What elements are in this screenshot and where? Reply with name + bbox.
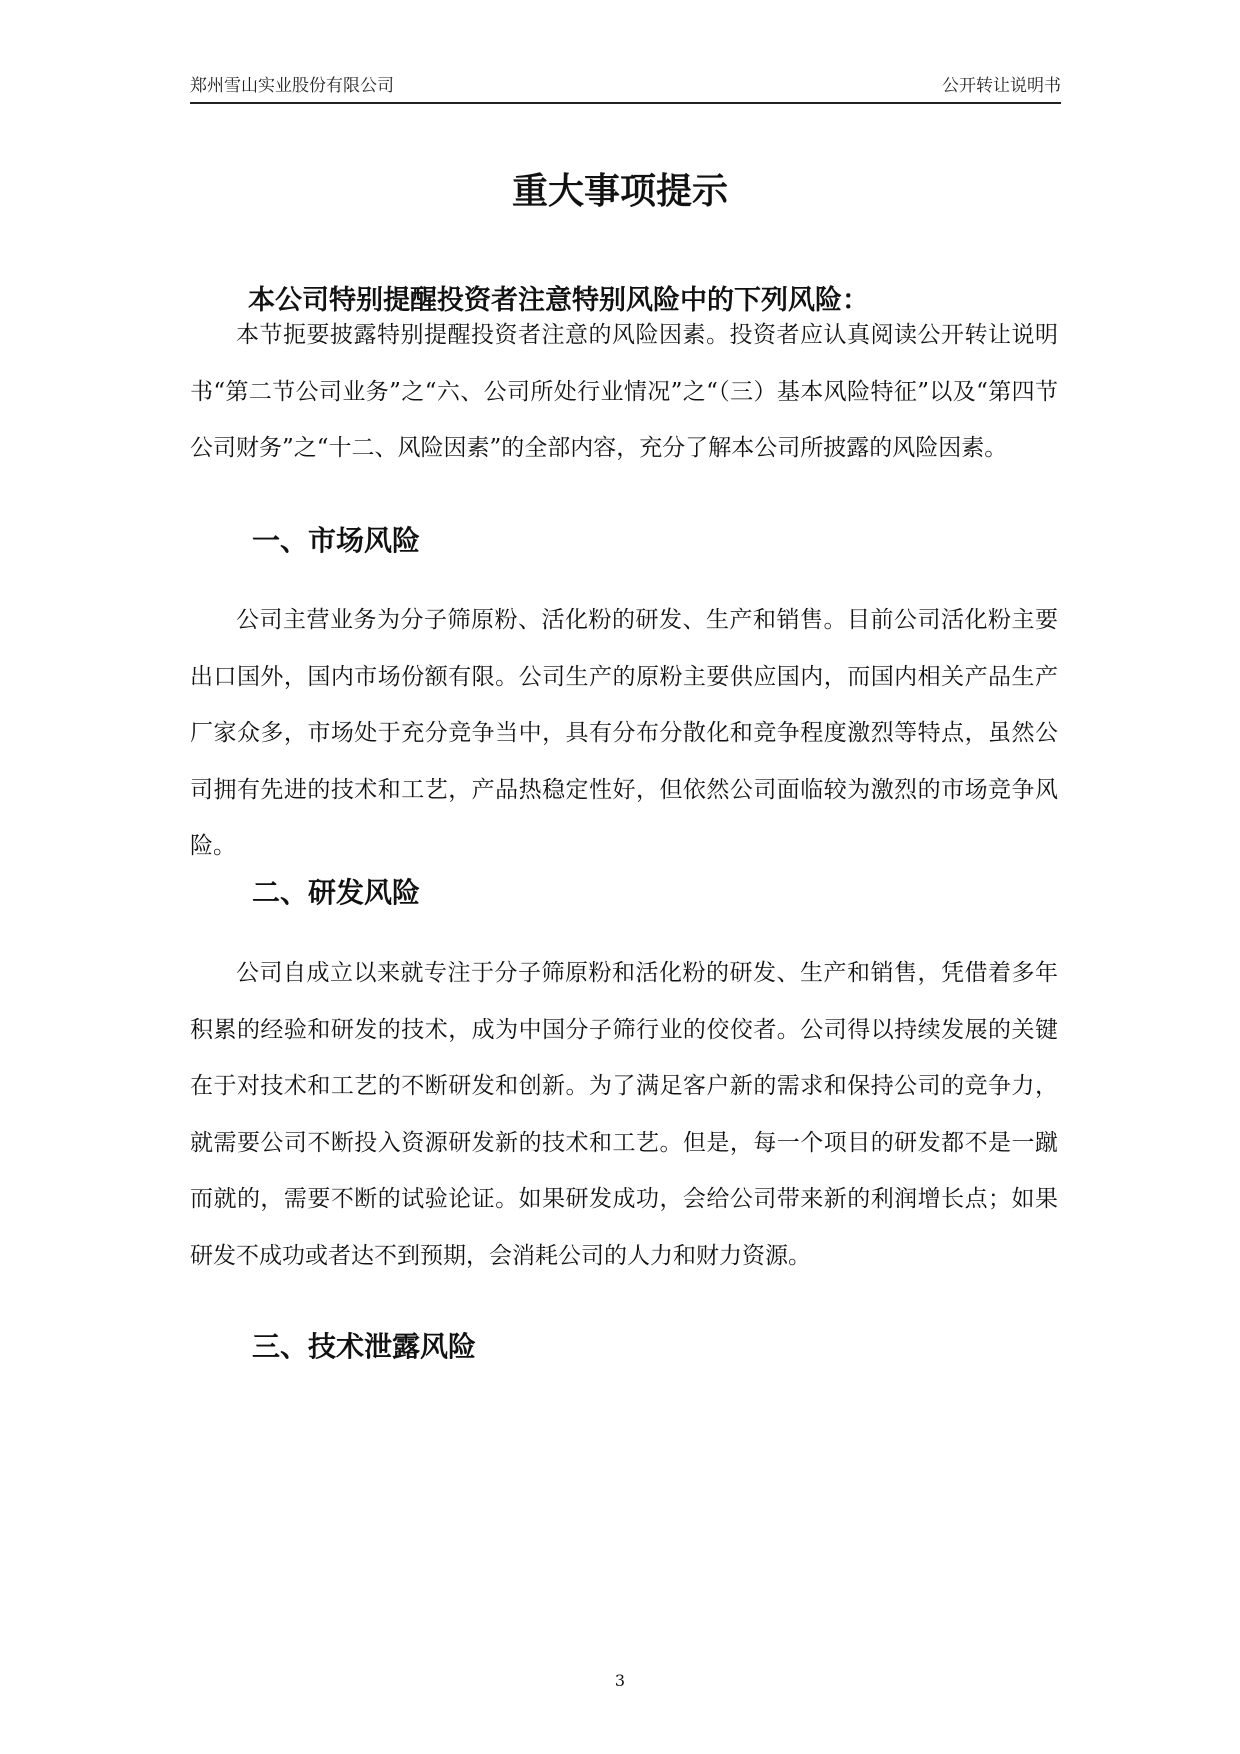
header-document-type: 公开转让说明书 bbox=[942, 76, 1061, 96]
section-heading-tech-leak-risk: 三、技术泄露风险 bbox=[252, 1330, 477, 1363]
risk-notice-subtitle: 本公司特别提醒投资者注意特别风险中的下列风险： bbox=[248, 285, 869, 316]
market-risk-paragraph: 公司主营业务为分子筛原粉、活化粉的研发、生产和销售。目前公司活化粉主要出口国外，国内市场份额有限。公司生产的原粉主要供应国内，而国内相关产品生产厂家众多，市场处于充分竞争当中，具有分布分散化和竞争程度激烈等特点，虽然公司拥有先进的技术和工艺，产品热稳定性好，但依然公司面临较为激烈的市场竞争风险。 bbox=[190, 607, 1058, 859]
header-company-name: 郑州雪山实业股份有限公司 bbox=[190, 76, 394, 96]
intro-paragraph: 本节扼要披露特别提醒投资者注意的风险因素。投资者应认真阅读公开转让说明书“第二节公司业务”之“六、公司所处行业情况”之“（三）基本风险特征”以及“第四节公司财务”之“十二、风险因素”的全部内容，充分了解本公司所披露的风险因素。 bbox=[190, 322, 1058, 461]
page-title: 重大事项提示 bbox=[511, 171, 728, 212]
section-heading-market-risk: 一、市场风险 bbox=[252, 524, 421, 557]
rd-risk-paragraph: 公司自成立以来就专注于分子筛原粉和活化粉的研发、生产和销售，凭借着多年积累的经验和研发的技术，成为中国分子筛行业的佼佼者。公司得以持续发展的关键在于对技术和工艺的不断研发和创新。为了满足客户新的需求和保持公司的竞争力，就需要公司不断投入资源研发新的技术和工艺。但是，每一个项目的研发都不是一蹴而就的，需要不断的试验论证。如果研发成功，会给公司带来新的利润增长点；如果研发不成功或者达不到预期，会消耗公司的人力和财力资源。 bbox=[190, 960, 1058, 1269]
section-heading-rd-risk: 二、研发风险 bbox=[252, 876, 421, 909]
page-number: 3 bbox=[614, 1671, 626, 1690]
page-header bbox=[190, 70, 1061, 104]
